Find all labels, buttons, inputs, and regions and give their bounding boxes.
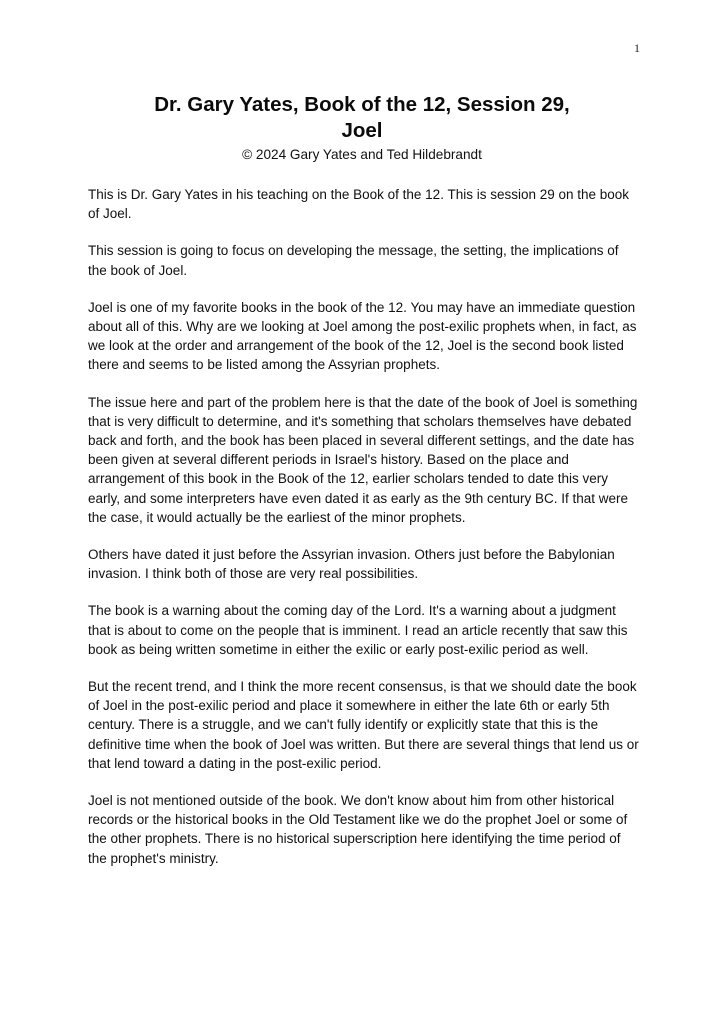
paragraph: The issue here and part of the problem here is that the date of the book of Joel is something that is very difficult to determine, and it's something that scholars themselves have debated back and forth, and the book has been placed in several different settings, and the date has been given at several different periods in Israel's history. Based on the place and arrangement of this book in the Book of the 12, earlier scholars tended to date this very early, and some interpreters have even dated it as early as the 9th century BC. If that were the case, it would actually be the earliest of the minor prophets.: [88, 394, 638, 525]
copyright-notice: © 2024 Gary Yates and Ted Hildebrandt: [242, 147, 482, 162]
title-line-2: Joel: [341, 119, 383, 142]
body-text: [88, 185, 640, 886]
paragraph: Others have dated it just before the Assyrian invasion. Others just before the Babylonian invasion. I think both of those are very real possibilities.: [88, 547, 615, 582]
paragraph: This session is going to focus on developing the message, the setting, the implications of the book of Joel.: [88, 243, 619, 278]
paragraph: Joel is one of my favorite books in the book of the 12. You may have an immediate question about all of this. Why are we looking at Joel among the post-exilic prophets when, in fact, as we look at the order and arrangement of the book of the 12, Joel is the second book listed there and seems to be listed among the Assyrian prophets.: [88, 299, 637, 373]
paragraph: This is Dr. Gary Yates in his teaching on the Book of the 12. This is session 29 on the book of Joel.: [88, 187, 630, 222]
paragraph: Joel is not mentioned outside of the book. We don't know about him from other historical records or the historical books in the Old Testament like we do the prophet Joel or some of the other prophets. There is no historical superscription here identifying the time period of the prophet's ministry.: [88, 793, 628, 866]
paragraph: The book is a warning about the coming day of the Lord. It's a warning about a judgment that is about to come on the people that is imminent. I read an article recently that saw this book as being written sometime in either the exilic or early post-exilic period as well.: [88, 603, 628, 657]
title-line-1: Dr. Gary Yates, Book of the 12, Session 29,: [154, 93, 570, 116]
paragraph: But the recent trend, and I think the more recent consensus, is that we should date the book of Joel in the post-exilic period and place it somewhere in either the late 6th or early 5th century. There is a struggle, and we can't fully identify or explicitly state that this is the definitive time when the book of Joel was written. But there are several things that lend us or that lend toward a dating in the post-exilic period.: [88, 679, 639, 771]
page-number: 1: [634, 41, 640, 55]
document-title: [88, 92, 636, 144]
